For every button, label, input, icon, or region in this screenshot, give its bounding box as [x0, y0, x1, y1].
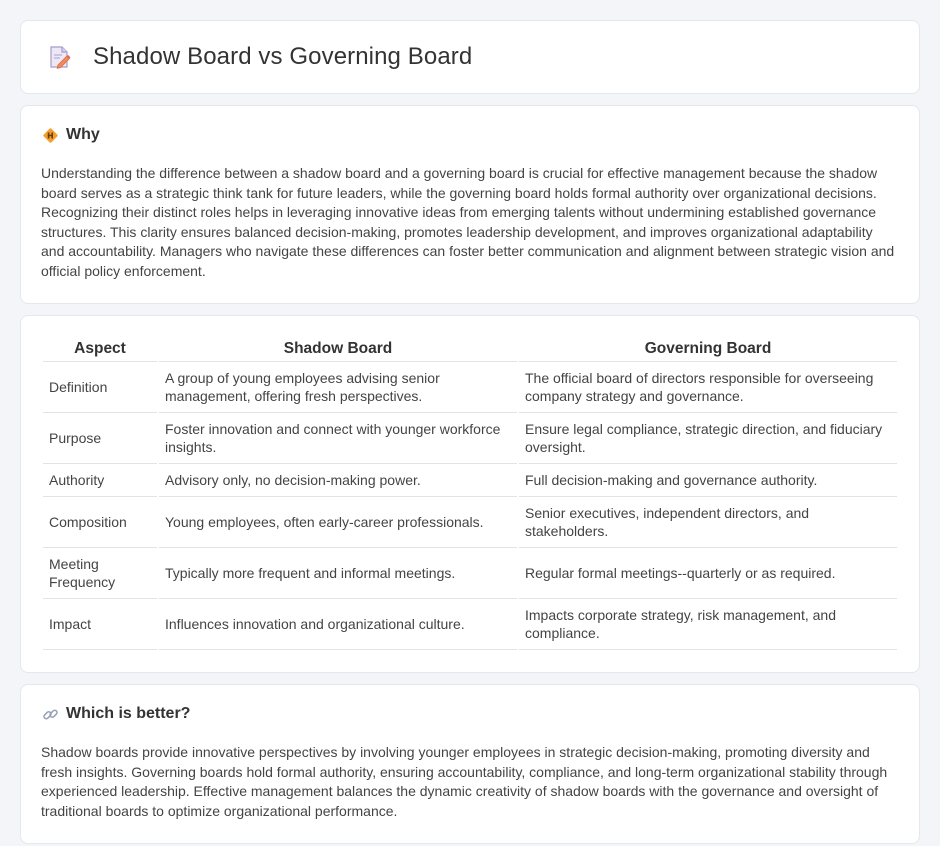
column-header-governing-board: Governing Board: [519, 336, 897, 362]
cell-governing-board: Full decision-making and governance authority.: [519, 464, 897, 497]
column-header-aspect: Aspect: [43, 336, 157, 362]
cell-governing-board: Impacts corporate strategy, risk management, and compliance.: [519, 599, 897, 650]
table-row: [43, 464, 897, 497]
cell-shadow-board: Influences innovation and organizational culture.: [159, 599, 517, 650]
cell-aspect: Composition: [43, 497, 157, 548]
why-heading-text: Why: [66, 126, 100, 143]
table-row: [43, 413, 897, 464]
better-text: Shadow boards provide innovative perspectives by involving younger employees in strategic decision-making, promoting diversity and fresh insights. Governing boards hold formal authority, ensuring accountability, compliance, and long-term organizational stability through experienced leadership. Effective management balances the dynamic creativity of shadow boards with the governance and oversight of traditional boards to optimize organizational performance.: [41, 744, 888, 819]
better-heading-text: Which is better?: [66, 705, 191, 722]
cell-governing-board: Regular formal meetings--quarterly or as required.: [519, 548, 897, 599]
better-heading: [41, 705, 899, 723]
cell-governing-board: Senior executives, independent directors, and stakeholders.: [519, 497, 897, 548]
cell-aspect: Purpose: [43, 413, 157, 464]
table-row: [43, 599, 897, 650]
why-section: [20, 105, 920, 304]
column-header-shadow-board: Shadow Board: [159, 336, 517, 362]
why-text: Understanding the difference between a shadow board and a governing board is crucial for effective management because the shadow board serves as a strategic think tank for future leaders, while the governing board holds formal authority over organizational decisions. Recognizing their distinct roles helps in leveraging innovative ideas from emerging talents without undermining established governance structures. This clarity ensures balanced decision-making, promotes leadership development, and improves organizational adaptability and accountability. Managers who navigate these differences can foster better communication and alignment between strategic vision and official policy enforcement.: [41, 165, 895, 279]
cell-shadow-board: Young employees, often early-career professionals.: [159, 497, 517, 548]
document-edit-icon: [45, 43, 73, 71]
cell-aspect: Meeting Frequency: [43, 548, 157, 599]
cell-aspect: Definition: [43, 362, 157, 413]
cell-shadow-board: Foster innovation and connect with younger workforce insights.: [159, 413, 517, 464]
link-icon: [41, 705, 59, 723]
table-row: [43, 362, 897, 413]
diamond-sign-icon: [41, 126, 59, 144]
cell-shadow-board: Typically more frequent and informal meetings.: [159, 548, 517, 599]
cell-shadow-board: Advisory only, no decision-making power.: [159, 464, 517, 497]
cell-governing-board: Ensure legal compliance, strategic direction, and fiduciary oversight.: [519, 413, 897, 464]
comparison-table: [41, 336, 899, 650]
header-card: [20, 20, 920, 94]
comparison-section: [20, 315, 920, 673]
table-row: [43, 497, 897, 548]
cell-governing-board: The official board of directors responsible for overseeing company strategy and governance.: [519, 362, 897, 413]
cell-aspect: Authority: [43, 464, 157, 497]
cell-aspect: Impact: [43, 599, 157, 650]
cell-shadow-board: A group of young employees advising senior management, offering fresh perspectives.: [159, 362, 517, 413]
which-is-better-section: [20, 684, 920, 844]
table-header-row: [43, 336, 897, 362]
why-heading: [41, 126, 899, 144]
table-row: [43, 548, 897, 599]
page-title: Shadow Board vs Governing Board: [93, 43, 473, 70]
